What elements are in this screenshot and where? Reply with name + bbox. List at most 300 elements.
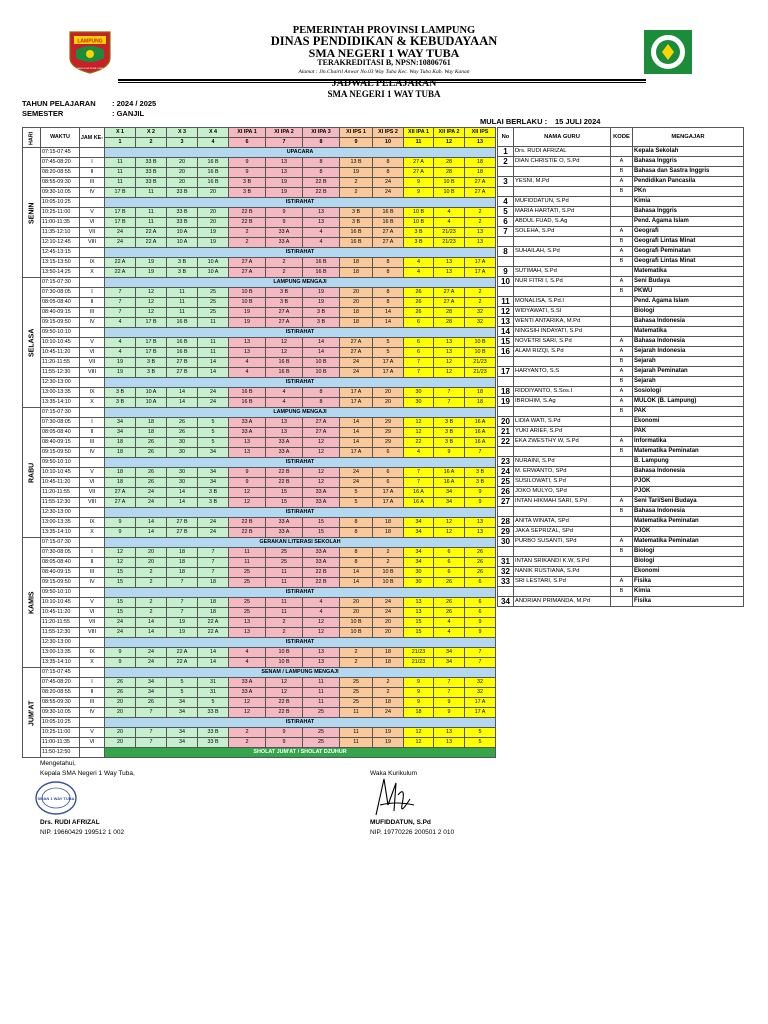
teacher-code-cell: 4 [266, 388, 303, 398]
teacher-name: SOLEHA, S.Pd [514, 227, 611, 237]
teacher-code-cell: 2 [136, 578, 167, 588]
time-cell: 07:15-07:30 [41, 278, 80, 288]
teacher-row [498, 177, 744, 187]
event-cell: ISTIRAHAT [105, 638, 496, 648]
col-number: 8 [303, 138, 340, 148]
teacher-subject: B. Lampung [633, 457, 744, 467]
teacher-code-cell: 15 [404, 618, 434, 628]
teacher-code-cell: 12 [136, 288, 167, 298]
day-label: RABU [23, 408, 41, 538]
teacher-code-cell: 5 [198, 438, 229, 448]
teacher-code-cell: 9 [105, 658, 136, 668]
time-cell: 10:10-10:45 [41, 468, 80, 478]
teacher-subject: Matematika Peminatan [633, 537, 744, 547]
teacher-code-cell: 18 [340, 268, 373, 278]
teacher-row [498, 427, 744, 437]
header-department: DINAS PENDIDIKAN & KEBUDAYAAN [270, 34, 498, 48]
schedule-event-row [23, 718, 496, 728]
teacher-code-cell: 9 [105, 528, 136, 538]
schedule-row [23, 628, 496, 638]
teacher-kode [611, 417, 633, 427]
teacher-no [498, 187, 514, 197]
teacher-code-cell: 13 [266, 158, 303, 168]
jam-cell: VII [80, 358, 105, 368]
schedule-row [23, 438, 496, 448]
teacher-row [498, 467, 744, 477]
teacher-code-cell: 10 B [229, 288, 266, 298]
teacher-code-cell: 10 B [266, 658, 303, 668]
teacher-code-cell: 2 [340, 178, 373, 188]
teacher-kode [611, 207, 633, 217]
teacher-code-cell: 11 [266, 608, 303, 618]
teacher-code-cell: 2 [465, 218, 496, 228]
teacher-code-cell: 18 [404, 708, 434, 718]
teacher-code-cell: 29 [373, 428, 404, 438]
teacher-code-cell: 24 [198, 528, 229, 538]
col-number: 1 [105, 138, 136, 148]
teacher-code-cell: 24 [373, 608, 404, 618]
jam-cell: V [80, 208, 105, 218]
jam-cell: I [80, 158, 105, 168]
teacher-code-cell: 25 [198, 298, 229, 308]
jam-cell [80, 378, 105, 388]
time-cell: 10:10-10:45 [41, 598, 80, 608]
teacher-code-cell: 22 [404, 438, 434, 448]
teacher-code-cell: 5 [373, 338, 404, 348]
teacher-code-cell: 3 B [198, 488, 229, 498]
teacher-code-cell: 7 [434, 688, 465, 698]
teacher-no: 33 [498, 577, 514, 587]
teacher-code-cell: 26 [105, 688, 136, 698]
teacher-code-cell: 28 [434, 168, 465, 178]
time-cell: 13:35-14:10 [41, 398, 80, 408]
schedule-row [23, 648, 496, 658]
col-teacher-name: NAMA GURU [514, 128, 611, 147]
teacher-code-cell: 26 [434, 598, 465, 608]
teacher-kode: A [611, 397, 633, 407]
jam-cell: III [80, 438, 105, 448]
jam-cell: I [80, 418, 105, 428]
teacher-code-cell: 19 [229, 308, 266, 318]
teacher-code-cell: 5 [465, 728, 496, 738]
time-cell: 13:35-14:10 [41, 528, 80, 538]
teacher-code-cell: 11 [167, 288, 198, 298]
col-waktu: WAKTU [41, 128, 80, 148]
sig-right-name: MUFIDDATUN, S.Pd [370, 819, 431, 826]
teacher-code-cell: 11 [105, 178, 136, 188]
teacher-row [498, 317, 744, 327]
teacher-code-cell: 27 A [340, 338, 373, 348]
time-cell: 13:15-13:50 [41, 258, 80, 268]
teacher-code-cell: 25 [303, 738, 340, 748]
teacher-code-cell: 33 B [198, 738, 229, 748]
teacher-name: MUFIDDATUN, S.Pd [514, 197, 611, 207]
teacher-code-cell: 27 B [167, 358, 198, 368]
teacher-code-cell: 11 [266, 578, 303, 588]
teacher-code-cell: 19 [373, 728, 404, 738]
teacher-row [498, 247, 744, 257]
teacher-no: 13 [498, 317, 514, 327]
teacher-row [498, 297, 744, 307]
teacher-row [498, 337, 744, 347]
teacher-kode [611, 467, 633, 477]
teacher-code-cell: 12 [266, 678, 303, 688]
teacher-subject: Sejarah [633, 377, 744, 387]
teacher-code-cell: 13 [434, 338, 465, 348]
teacher-code-cell: 20 [198, 188, 229, 198]
teacher-name [514, 507, 611, 517]
teacher-subject: Sosiologi [633, 387, 744, 397]
teacher-code-cell: 9 [266, 738, 303, 748]
teacher-code-cell: 12 [266, 338, 303, 348]
teacher-code-cell: 6 [434, 548, 465, 558]
teacher-code-cell: 4 [404, 448, 434, 458]
teacher-code-cell: 33 A [229, 428, 266, 438]
jam-cell [80, 638, 105, 648]
time-cell: 08:05-08:40 [41, 298, 80, 308]
sig-left-acknowledge: Mengetahui, [40, 760, 76, 767]
teacher-code-cell: 20 [373, 628, 404, 638]
teacher-code-cell: 4 [404, 258, 434, 268]
teacher-code-cell: 6 [404, 318, 434, 328]
teacher-code-cell: 12 [229, 698, 266, 708]
teacher-subject: Sejarah Peminatan [633, 367, 744, 377]
teacher-code-cell: 11 [105, 168, 136, 178]
teacher-code-cell: 7 [105, 308, 136, 318]
teacher-code-cell: 10 B [404, 208, 434, 218]
teacher-code-cell: 24 [105, 628, 136, 638]
teacher-code-cell: 14 [373, 308, 404, 318]
teacher-subject: Matematika [633, 267, 744, 277]
jam-cell: IV [80, 188, 105, 198]
teacher-no: 10 [498, 277, 514, 287]
teacher-code-cell: 14 [198, 368, 229, 378]
time-cell: 07:30-08:05 [41, 418, 80, 428]
teacher-code-cell: 22 B [229, 208, 266, 218]
teacher-code-cell: 3 B [303, 308, 340, 318]
teacher-kode [611, 427, 633, 437]
teacher-name: NURAINI, S.Pd [514, 457, 611, 467]
teacher-code-cell: 10 A [167, 228, 198, 238]
teacher-code-cell: 18 [198, 578, 229, 588]
col-number: 10 [373, 138, 404, 148]
teacher-code-cell: 9 [404, 188, 434, 198]
teacher-kode: A [611, 157, 633, 167]
teacher-code-cell: 30 [404, 578, 434, 588]
jam-cell [80, 748, 105, 758]
teacher-no: 25 [498, 477, 514, 487]
time-cell: 07:45-08:20 [41, 158, 80, 168]
teacher-code-cell: 10 B [465, 348, 496, 358]
teacher-row [498, 447, 744, 457]
teacher-subject: Biologi [633, 557, 744, 567]
teacher-code-cell: 19 [266, 178, 303, 188]
teacher-code-cell: 7 [404, 358, 434, 368]
teacher-code-cell: 4 [434, 208, 465, 218]
jam-cell: IX [80, 388, 105, 398]
schedule-row [23, 568, 496, 578]
teacher-code-cell: 6 [373, 478, 404, 488]
teacher-subject: Bahasa Inggris [633, 207, 744, 217]
teacher-code-cell: 8 [373, 258, 404, 268]
teacher-no [498, 257, 514, 267]
teacher-row [498, 577, 744, 587]
teacher-code-cell: 9 [266, 218, 303, 228]
schedule-row [23, 268, 496, 278]
teacher-code-cell: 4 [303, 228, 340, 238]
teacher-code-cell: 11 [136, 188, 167, 198]
schedule-row [23, 518, 496, 528]
teacher-kode: B [611, 287, 633, 297]
teacher-no [498, 407, 514, 417]
teacher-code-cell: 33 B [167, 208, 198, 218]
teacher-code-cell: 17 A [340, 448, 373, 458]
teacher-code-cell: 21/23 [465, 358, 496, 368]
teacher-code-cell: 12 [404, 728, 434, 738]
header-government: PEMERINTAH PROVINSI LAMPUNG [292, 25, 476, 36]
teacher-code-cell: 22 A [105, 268, 136, 278]
teacher-code-cell: 13 [229, 628, 266, 638]
teacher-code-cell: 22 B [229, 218, 266, 228]
teacher-code-cell: 12 [434, 528, 465, 538]
teacher-code-cell: 13 [434, 258, 465, 268]
teacher-code-cell: 26 [434, 608, 465, 618]
teacher-code-cell: 18 [198, 598, 229, 608]
time-cell: 11:20-11:55 [41, 618, 80, 628]
event-cell: SHOLAT JUM'AT / SHOLAT DZUHUR [105, 748, 496, 758]
semester-value: : GANJIL [112, 109, 145, 118]
schedule-row [23, 468, 496, 478]
teacher-code-cell: 24 [136, 498, 167, 508]
teacher-code-cell: 9 [229, 468, 266, 478]
teacher-code-cell: 2 [229, 728, 266, 738]
teacher-code-cell: 18 [340, 308, 373, 318]
jam-cell: I [80, 678, 105, 688]
teacher-code-cell: 27 A [404, 158, 434, 168]
teacher-code-cell: 34 [434, 498, 465, 508]
teacher-code-cell: 17 B [105, 218, 136, 228]
teacher-code-cell: 15 [105, 598, 136, 608]
teacher-code-cell: 14 [136, 628, 167, 638]
teacher-code-cell: 27 A [340, 348, 373, 358]
teacher-name [514, 187, 611, 197]
jam-cell: X [80, 268, 105, 278]
teacher-code-cell: 10 A [136, 388, 167, 398]
teacher-code-cell: 12 [303, 468, 340, 478]
letterhead [0, 22, 768, 75]
teacher-code-cell: 18 [167, 568, 198, 578]
teacher-code-cell: 16 B [373, 208, 404, 218]
schedule-event-row [23, 638, 496, 648]
teacher-code-cell: 22 A [105, 258, 136, 268]
teacher-code-cell: 2 [340, 648, 373, 658]
teacher-no: 32 [498, 567, 514, 577]
teacher-code-cell: 33 B [167, 218, 198, 228]
teacher-code-cell: 9 [434, 448, 465, 458]
teacher-code-cell: 7 [136, 708, 167, 718]
col-number: 11 [404, 138, 434, 148]
teacher-code-cell: 13 [465, 528, 496, 538]
jam-cell: VIII [80, 368, 105, 378]
teacher-code-cell: 26 [136, 478, 167, 488]
jam-cell: IV [80, 578, 105, 588]
teacher-code-cell: 12 [303, 438, 340, 448]
teacher-code-cell: 25 [266, 558, 303, 568]
teacher-subject: Geografi Lintas Minat [633, 237, 744, 247]
teacher-kode: B [611, 357, 633, 367]
teacher-subject: Kimia [633, 587, 744, 597]
teacher-row [498, 217, 744, 227]
time-cell: 07:15-07:45 [41, 148, 80, 158]
schedule-row [23, 338, 496, 348]
teacher-code-cell: 22 A [136, 228, 167, 238]
teacher-kode: B [611, 167, 633, 177]
jam-cell: IV [80, 318, 105, 328]
logo-left-caption: SANG BUMI RUWA JURAI [76, 68, 104, 70]
teacher-code-cell: 25 [340, 688, 373, 698]
teacher-subject: Kepala Sekolah [633, 147, 744, 157]
teacher-row [498, 367, 744, 377]
event-cell: SENAM / LAMPUNG MENGAJI [105, 668, 496, 678]
teacher-code-cell: 10 A [198, 268, 229, 278]
teacher-code-cell: 32 [465, 308, 496, 318]
teacher-no: 7 [498, 227, 514, 237]
teacher-subject: PAK [633, 407, 744, 417]
teacher-code-cell: 4 [229, 658, 266, 668]
teacher-subject: Seni Tari/Seni Budaya [633, 497, 744, 507]
teacher-code-cell: 18 [373, 658, 404, 668]
teacher-code-cell: 2 [266, 628, 303, 638]
col-class: XII IPA 1 [404, 128, 434, 138]
time-cell: 09:15-09:50 [41, 318, 80, 328]
time-cell: 07:15-07:45 [41, 668, 80, 678]
teacher-code-cell: 15 [266, 488, 303, 498]
teacher-code-cell: 30 [167, 448, 198, 458]
teacher-code-cell: 9 [404, 678, 434, 688]
teacher-code-cell: 34 [167, 698, 198, 708]
teacher-code-cell: 11 [198, 338, 229, 348]
teacher-row [498, 207, 744, 217]
teacher-code-cell: 4 [229, 648, 266, 658]
teacher-code-cell: 27 A [266, 318, 303, 328]
time-cell: 08:55-09:30 [41, 178, 80, 188]
time-cell: 08:40-09:15 [41, 438, 80, 448]
teacher-subject: PKWU [633, 287, 744, 297]
handwritten-signature [372, 775, 418, 819]
teacher-code-cell: 33 B [198, 708, 229, 718]
teacher-no: 4 [498, 197, 514, 207]
teacher-code-cell: 30 [167, 478, 198, 488]
teacher-code-cell: 34 [167, 728, 198, 738]
teacher-code-cell: 33 A [303, 498, 340, 508]
teacher-kode: A [611, 387, 633, 397]
teacher-code-cell: 13 [404, 598, 434, 608]
time-cell: 12:30-13:00 [41, 508, 80, 518]
jam-cell: V [80, 468, 105, 478]
teacher-row [498, 277, 744, 287]
event-cell: ISTIRAHAT [105, 328, 496, 338]
teacher-code-cell: 7 [136, 728, 167, 738]
teacher-code-cell: 4 [434, 628, 465, 638]
teacher-code-cell: 13 [229, 618, 266, 628]
jam-cell: VIII [80, 628, 105, 638]
teacher-row [498, 547, 744, 557]
teacher-name: PURBO SUSANTI, SPd [514, 537, 611, 547]
time-cell: 10:10-10:45 [41, 338, 80, 348]
teacher-code-cell: 3 B [167, 268, 198, 278]
schedule-row [23, 608, 496, 618]
teacher-code-cell: 27 A [229, 268, 266, 278]
teacher-code-cell: 21/23 [434, 238, 465, 248]
teacher-kode [611, 567, 633, 577]
teacher-code-cell: 22 B [266, 698, 303, 708]
teacher-kode [611, 457, 633, 467]
teacher-code-cell: 10 B [465, 338, 496, 348]
teacher-code-cell: 9 [229, 158, 266, 168]
col-class: XI IPS 1 [340, 128, 373, 138]
time-cell: 11:00-11:35 [41, 218, 80, 228]
teacher-code-cell: 17 A [340, 388, 373, 398]
jam-cell: III [80, 698, 105, 708]
schedule-row [23, 528, 496, 538]
day-label: KAMIS [23, 538, 41, 668]
teacher-code-cell: 27 A [465, 178, 496, 188]
teacher-code-cell: 26 [136, 468, 167, 478]
teacher-code-cell: 33 B [136, 158, 167, 168]
teacher-code-cell: 12 [404, 418, 434, 428]
teacher-code-cell: 19 [136, 258, 167, 268]
col-jam: JAM KE- [80, 128, 105, 148]
teacher-name: ANITA WINATA, SPd [514, 517, 611, 527]
teacher-code-cell: 18 [465, 388, 496, 398]
teacher-code-cell: 16 B [266, 358, 303, 368]
teacher-code-cell: 7 [404, 468, 434, 478]
teacher-code-cell: 32 [465, 678, 496, 688]
teacher-code-cell: 12 [105, 558, 136, 568]
teacher-code-cell: 21/23 [465, 368, 496, 378]
jam-cell: X [80, 398, 105, 408]
teacher-code-cell: 21/23 [404, 648, 434, 658]
schedule-row [23, 178, 496, 188]
teacher-code-cell: 13 [303, 648, 340, 658]
teacher-row [498, 497, 744, 507]
teacher-code-cell: 18 [465, 158, 496, 168]
event-cell: LAMPUNG MENGAJI [105, 278, 496, 288]
teacher-code-cell: 7 [198, 568, 229, 578]
teacher-kode [611, 217, 633, 227]
time-cell: 12:45-13:15 [41, 248, 80, 258]
teacher-code-cell: 10 B [373, 568, 404, 578]
teacher-code-cell: 2 [229, 738, 266, 748]
teacher-code-cell: 12 [229, 498, 266, 508]
teacher-code-cell: 33 A [229, 418, 266, 428]
teacher-code-cell: 33 B [136, 178, 167, 188]
col-class: X 4 [198, 128, 229, 138]
teacher-code-cell: 9 [465, 498, 496, 508]
time-cell: 11:00-11:35 [41, 738, 80, 748]
teacher-code-cell: 27 A [105, 498, 136, 508]
teacher-no: 23 [498, 457, 514, 467]
teacher-code-cell: 16 B [198, 158, 229, 168]
teacher-code-cell: 16 B [340, 238, 373, 248]
teacher-code-cell: 24 [198, 398, 229, 408]
schedule-event-row [23, 278, 496, 288]
teacher-code-cell: 22 A [167, 658, 198, 668]
day-label: SELASA [23, 278, 41, 408]
time-cell: 13:50-14:25 [41, 268, 80, 278]
teacher-code-cell: 19 [105, 358, 136, 368]
schedule-row [23, 358, 496, 368]
